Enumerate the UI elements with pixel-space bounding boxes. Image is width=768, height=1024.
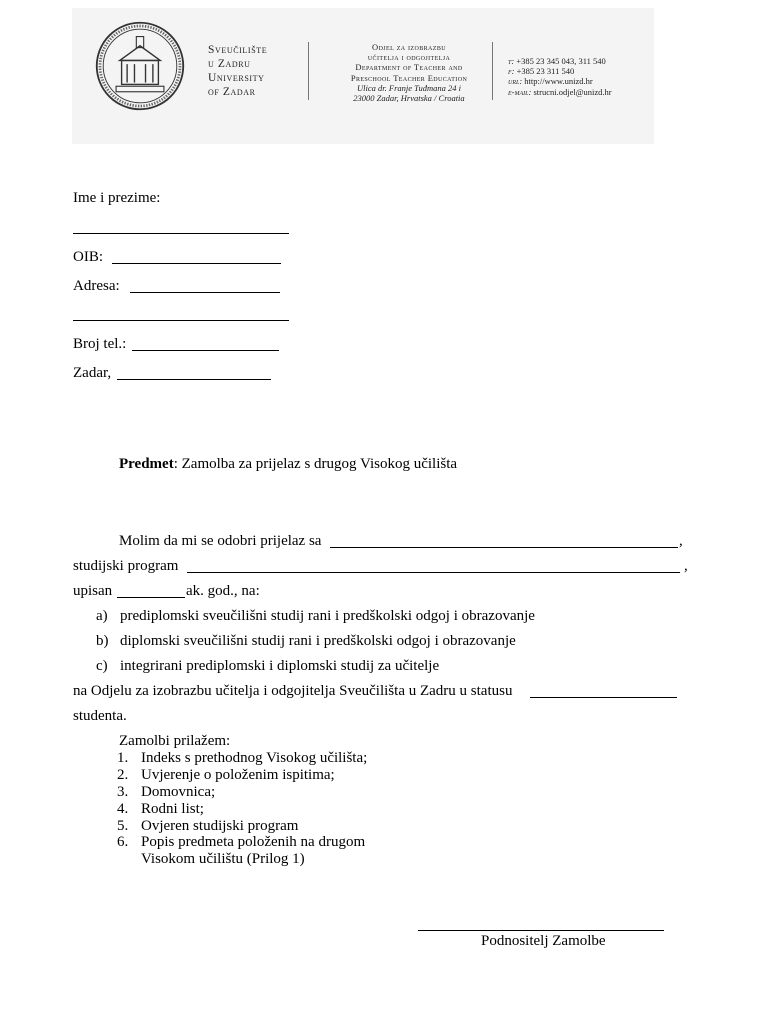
option-c-marker: c) xyxy=(96,658,108,674)
attachment-item: Ovjeren studijski program xyxy=(141,818,299,834)
place-date-label: Zadar, xyxy=(73,365,112,381)
signature-line[interactable] xyxy=(418,930,664,931)
department-line-2: učitelja i odgojitelja xyxy=(367,52,451,63)
address-input-line[interactable] xyxy=(130,292,280,293)
date-input-line[interactable] xyxy=(117,379,271,380)
department-status-line: na Odjelu za izobrazbu učitelja i odgojitelja Sveučilišta u Zadru u statusu xyxy=(73,683,513,699)
attachment-num: 4. xyxy=(117,801,129,817)
attachment-num: 6. xyxy=(117,834,129,850)
contact-label: e-mail: xyxy=(508,86,532,97)
contact-url xyxy=(508,76,612,86)
name-input-line[interactable] xyxy=(73,233,289,234)
department-line-4: Preschool Teacher Education xyxy=(350,72,468,83)
attachment-item-continued: Visokom učilištu (Prilog 1) xyxy=(141,851,305,867)
address-line-2: 23000 Zadar, Hrvatska / Croatia xyxy=(353,93,465,104)
request-line-1: Molim da mi se odobri prijelaz sa xyxy=(119,533,322,549)
attachments-intro: Zamolbi prilažem: xyxy=(119,733,231,749)
university-line-1: Sveučilište xyxy=(208,44,268,56)
phone-label: Broj tel.: xyxy=(73,336,127,352)
option-c-text[interactable]: integrirani prediplomski i diplomski studij za učitelje xyxy=(120,658,440,674)
attachment-item: Popis predmeta položenih na drugom xyxy=(141,834,366,850)
contact-label: url: xyxy=(508,76,523,87)
contact-value: +385 23 311 540 xyxy=(516,66,575,77)
contact-label: t: xyxy=(508,56,515,66)
address-line-1: Ulica dr. Franje Tuđmana 24 i xyxy=(357,82,461,93)
contact-email xyxy=(508,87,612,97)
academic-year-input-line[interactable] xyxy=(117,597,185,598)
university-line-4: of Zadar xyxy=(208,86,256,98)
institution-input-line[interactable] xyxy=(330,547,678,548)
option-a-marker: a) xyxy=(96,608,108,624)
signature-label: Podnositelj Zamolbe xyxy=(481,933,606,949)
study-program-label: studijski program xyxy=(73,558,179,574)
university-seal-logo xyxy=(94,20,186,112)
study-program-input-line[interactable] xyxy=(187,572,680,573)
contact-value: +385 23 345 043, 311 540 xyxy=(516,56,606,66)
header-divider xyxy=(308,42,309,100)
phone-input-line[interactable] xyxy=(132,350,279,351)
request-line-1-comma: , xyxy=(679,533,683,549)
contact-value: http://www.unizd.hr xyxy=(524,76,593,87)
study-program-comma: , xyxy=(684,558,688,574)
contact-block xyxy=(508,56,612,97)
university-name xyxy=(208,43,267,99)
status-input-line[interactable] xyxy=(530,697,677,698)
letterhead xyxy=(72,8,654,144)
option-b-marker: b) xyxy=(96,633,109,649)
oib-label: OIB: xyxy=(73,249,103,265)
academic-year-label: ak. god., na: xyxy=(186,583,260,599)
subject-text: : Zamolba za prijelaz s drugog Visokog učilišta xyxy=(173,456,458,472)
department-line-3: Department of Teacher and xyxy=(355,62,463,73)
attachment-num: 3. xyxy=(117,784,129,800)
subject-line xyxy=(119,455,457,473)
contact-fax xyxy=(508,66,612,76)
department-line-1: Odjel za izobrazbu xyxy=(372,42,446,52)
attachment-item: Uvjerenje o položenim ispitima; xyxy=(141,767,335,783)
attachment-num: 5. xyxy=(117,818,129,834)
attachment-item: Rodni list; xyxy=(141,801,204,817)
contact-label: f: xyxy=(508,66,515,77)
attachment-item: Domovnica; xyxy=(141,784,216,800)
option-b-text[interactable]: diplomski sveučilišni studij rani i predškolski odgoj i obrazovanje xyxy=(120,633,516,649)
address-label: Adresa: xyxy=(73,278,120,294)
option-a-text[interactable]: prediplomski sveučilišni studij rani i predškolski odgoj i obrazovanje xyxy=(120,608,535,624)
attachment-num: 1. xyxy=(117,750,129,766)
attachment-item: Indeks s prethodnog Visokog učilišta; xyxy=(141,750,368,766)
header-divider xyxy=(492,42,493,100)
university-line-3: University xyxy=(208,72,265,84)
department-block xyxy=(324,42,494,103)
contact-phone xyxy=(508,56,612,66)
student-label: studenta. xyxy=(73,708,127,724)
enrolled-label: upisan xyxy=(73,583,113,599)
address-input-line-2[interactable] xyxy=(73,320,289,321)
attachment-num: 2. xyxy=(117,767,129,783)
subject-label: Predmet xyxy=(119,456,174,472)
contact-value: strucni.odjel@unizd.hr xyxy=(533,86,612,97)
university-line-2: u Zadru xyxy=(208,58,251,70)
name-label: Ime i prezime: xyxy=(73,190,161,206)
oib-input-line[interactable] xyxy=(112,263,281,264)
